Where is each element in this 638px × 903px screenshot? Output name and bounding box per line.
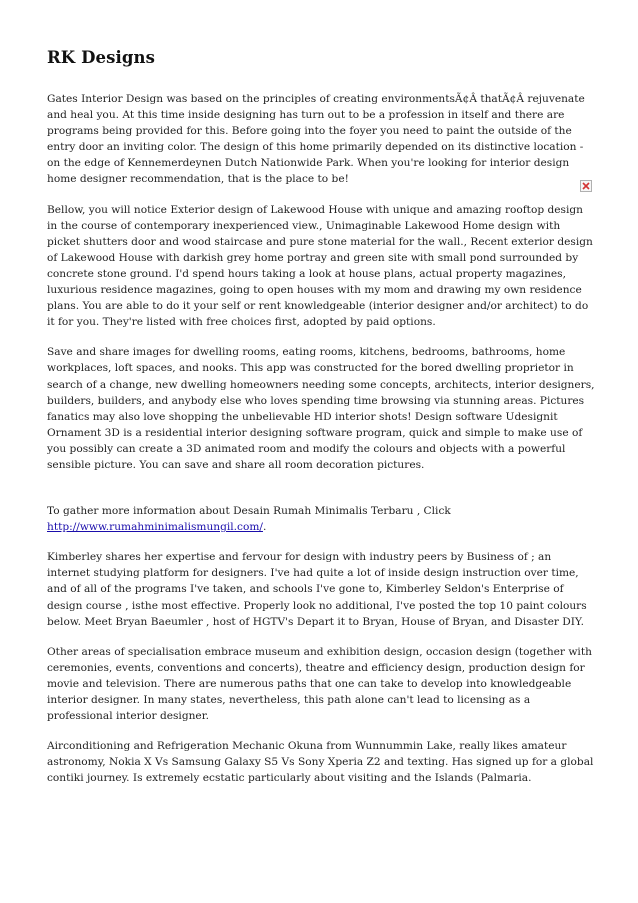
paragraph-exterior-design: Bellow, you will notice Exterior design of Lakewood House with unique and amazing rooftop design in the course of contemporary inexperienced view., Unimaginable Lakewood Home design with picket shutters door and wood staircase and pure stone material for the wall., Recent exterior design of Lakewood House with darkish grey home portray and green site with small pond surrounded by concrete stone ground. I'd spend hours taking a look at house plans, actual property magazines, luxurious residence magazines, going to open houses with my mom and drawing my own residence plans. You are able to do it your self or rent knowledgeable (interior designer and/or architect) to do it for you. They're listed with free choices first, adopted by paid options. [47, 203, 593, 329]
paragraph-kimberley: Kimberley shares her expertise and fervour for design with industry peers by Business of ; an internet studying platform for designers. I've had quite a lot of inside design instruction over time, and of all of the programs I've taken, and schools I've gone to, Kimberley Seldon's Enterprise of design course , isthe most effective. Properly look no additional, I've posted the top 10 paint colours below. Meet Bryan Baeumler , host of HGTV's Depart it to Bryan, House of Bryan, and Disaster DIY. [47, 551, 587, 628]
paragraph-intro: Gates Interior Design was based on the principles of creating environmentsÃ¢Â thatÃ¢Â rejuvenate and heal you. At this time inside designing has turn out to be a profession in itself and there are programs being provided for this. Before going into the foyer you need to paint the outside of the entry door an inviting color. The design of this home primarily depended on its distinctive location - on the edge of Kennemerdeynen Dutch Nationwide Park. When you're looking for interior design home designer recommendation, that is the place to be! [47, 93, 585, 186]
document-page [47, 48, 595, 800]
more-info-suffix: . [262, 521, 267, 534]
paragraph-specialisation: Other areas of specialisation embrace museum and exhibition design, occasion design (together with ceremonies, events, conventions and concerts), theatre and efficiency design, production design for movie and television. There are numerous paths that one can take to develop into knowledgeable interior designer. In many states, nevertheless, this path alone can't lead to licensing as a professional interior designer. [47, 645, 592, 723]
paragraph-mechanic: Airconditioning and Refrigeration Mechanic Okuna from Wunnummin Lake, really likes amateur astronomy, Nokia X Vs Samsung Galaxy S5 Vs Sony Xperia Z2 and texting. Has signed up for a global contiki journey. Is extremely ecstatic particularly about visiting and the Islands (Palmaria. [47, 740, 594, 785]
paragraph-more-info [47, 503, 595, 535]
broken-image-x-icon [581, 181, 591, 191]
page-title: RK Designs [47, 48, 155, 67]
paragraph-save-share: Save and share images for dwelling rooms, eating rooms, kitchens, bedrooms, bathrooms, home workplaces, loft spaces, and nooks. This app was constructed for the bored dwelling proprietor in search of a change, new dwelling homeowners needing some concepts, architects, interior designers, builders, builders, and anybody else who loves spending time browsing via stunning areas. Pictures fanatics may also love shopping the unbelievable HD interior shots! Design software Udesignit Ornament 3D is a residential interior designing software program, quick and simple to make use of you possibly can create a 3D animated room and modify the colours and objects with a powerful sensible picture. You can save and share all room decoration pictures. [47, 346, 595, 471]
more-info-text: To gather more information about Desain Rumah Minimalis Terbaru , Click [47, 505, 451, 518]
rumah-minimalis-link[interactable]: http://www.rumahminimalismungil.com/ [47, 521, 263, 534]
broken-image-icon [580, 180, 592, 192]
